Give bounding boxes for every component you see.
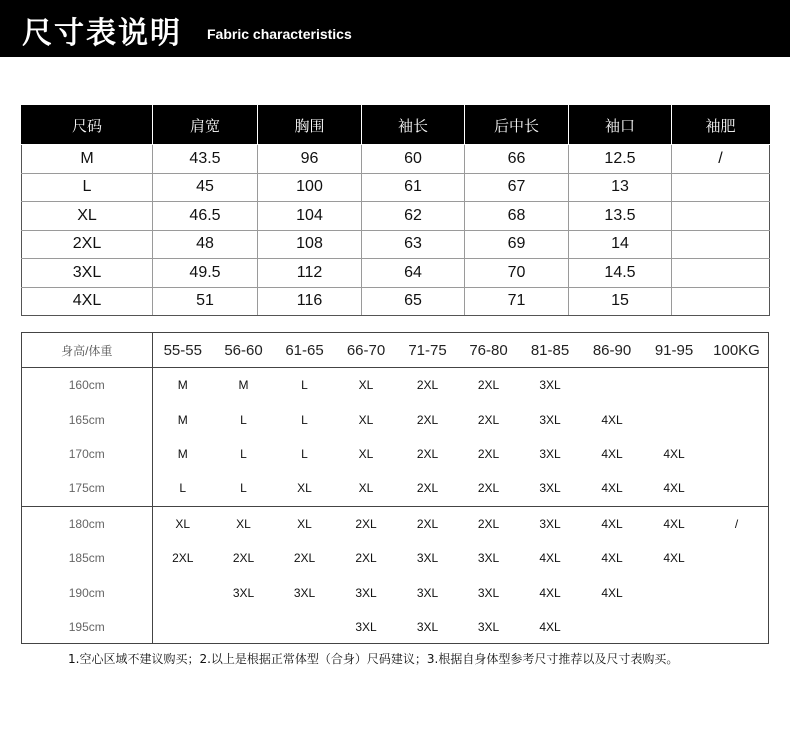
measure-cell: 14 [569,230,672,259]
recommend-row [22,575,768,609]
measure-cell: 51 [153,287,258,316]
measure-cell: 67 [465,173,569,202]
recommend-size-cell [705,437,768,471]
measure-cell: 14.5 [569,259,672,288]
page-subtitle: Fabric characteristics [207,26,352,42]
recommend-size-cell: 3XL [477,619,500,634]
measure-cell: 48 [153,230,258,259]
recommend-size-cell: 2XL [172,551,194,566]
weight-header: 100KG [705,333,768,368]
height-weight-label: 身高/体重 [22,333,152,368]
measure-cell: 108 [258,230,362,259]
recommend-size-cell: M [177,378,188,393]
size-label-cell: L [22,173,153,202]
measure-cell: 64 [362,259,465,288]
measure-cell [672,173,770,202]
recommend-size-cell: L [301,412,308,427]
measure-cell: 104 [258,202,362,231]
weight-header: 91-95 [643,333,705,368]
recommend-size-cell [643,402,705,436]
recommend-size-cell [705,368,768,403]
recommend-size-cell: 4XL [663,516,685,531]
recommend-size-cell: XL [236,516,251,531]
measure-cell: 60 [362,145,465,174]
size-label-cell: 4XL [22,287,153,316]
size-table-header [22,106,770,145]
measure-cell: 116 [258,287,362,316]
recommend-size-cell: 3XL [539,378,561,393]
recommend-size-cell: 2XL [232,551,255,566]
recommend-size-cell [705,402,768,436]
recommend-size-cell: 3XL [477,551,500,566]
measure-cell: 46.5 [153,202,258,231]
size-label-cell: XL [22,202,153,231]
recommend-size-cell: 3XL [355,619,377,634]
height-label: 170cm [22,437,152,471]
measure-cell: 96 [258,145,362,174]
recommend-size-cell: L [301,446,308,461]
recommend-size-cell: 4XL [663,551,685,566]
recommend-size-cell: 2XL [477,412,500,427]
column-header: 肩宽 [153,106,258,145]
height-label: 165cm [22,402,152,436]
table-row [22,287,770,316]
measure-cell: 13.5 [569,202,672,231]
measure-cell: / [672,145,770,174]
recommend-size-cell: 3XL [232,585,255,600]
weight-header: 71-75 [397,333,458,368]
recommend-size-cell: 2XL [355,516,377,531]
recommend-size-cell: XL [335,471,397,506]
table-row [22,173,770,202]
recommend-size-cell: 3XL [416,551,439,566]
page-title: 尺寸表说明 [22,16,182,51]
recommend-size-cell: 3XL [477,585,500,600]
recommend-size-cell: 2XL [416,412,439,427]
recommend-size-cell: 3XL [539,446,561,461]
recommend-size-cell: 2XL [416,446,439,461]
recommend-size-cell: L [301,378,308,393]
measure-cell: 112 [258,259,362,288]
recommend-size-cell: 4XL [539,619,561,634]
recommend-size-cell: M [177,412,188,427]
recommend-size-cell: 4XL [539,551,561,566]
recommend-size-cell: 4XL [601,516,623,531]
recommend-size-cell: XL [297,516,312,531]
recommend-row [22,402,768,436]
measure-cell: 68 [465,202,569,231]
recommend-size-cell: 2XL [355,551,377,566]
column-header: 尺码 [22,106,153,145]
recommend-size-cell: XL [274,471,335,506]
recommend-size-cell: / [734,516,739,531]
size-label-cell: 2XL [22,230,153,259]
measure-cell: 61 [362,173,465,202]
recommend-size-cell: 2XL [458,471,519,506]
measure-cell: 66 [465,145,569,174]
recommend-size-cell [643,368,705,403]
recommend-size-cell: L [240,446,247,461]
measure-cell [672,202,770,231]
size-table [21,105,770,316]
recommend-size-cell: XL [358,378,374,393]
recommend-size-cell [705,471,768,506]
table-row [22,145,770,174]
recommend-row [22,368,768,403]
recommend-size-cell: 2XL [293,551,316,566]
recommend-table [22,333,768,644]
recommend-size-cell [581,610,643,644]
table-row [22,202,770,231]
measure-cell: 63 [362,230,465,259]
recommend-size-cell [705,610,768,644]
weight-header: 76-80 [458,333,519,368]
recommend-row [22,506,768,541]
recommend-header-row [22,333,768,368]
header-bar [0,0,790,57]
measure-cell: 45 [153,173,258,202]
recommend-size-cell: XL [358,446,374,461]
weight-header: 81-85 [519,333,581,368]
recommend-size-cell: XL [175,516,191,531]
recommend-size-cell: 4XL [601,446,623,461]
measure-cell: 49.5 [153,259,258,288]
recommend-size-cell: 4XL [643,471,705,506]
recommend-row [22,610,768,644]
recommend-size-cell: 2XL [397,471,458,506]
measure-cell: 69 [465,230,569,259]
recommend-size-cell: 2XL [416,516,439,531]
size-label-cell: M [22,145,153,174]
weight-header: 55-55 [152,333,213,368]
footnote: 1.空心区域不建议购买；2.以上是根据正常体型（合身）尺码建议；3.根据自身体型参考尺寸推荐以及尺寸表购买。 [68,652,679,666]
recommend-size-cell: 4XL [539,585,561,600]
recommend-size-cell [213,610,274,644]
recommend-size-cell [643,575,705,609]
column-header: 袖肥 [672,106,770,145]
measure-cell [672,230,770,259]
recommend-size-cell: L [152,471,213,506]
table-row [22,259,770,288]
recommend-row [22,541,768,575]
height-label: 175cm [22,471,152,506]
column-header: 后中长 [465,106,569,145]
recommend-row [22,437,768,471]
recommend-size-cell: 3XL [539,412,561,427]
recommend-table-frame [21,332,769,644]
measure-cell: 15 [569,287,672,316]
recommend-size-cell [152,610,213,644]
measure-cell [672,259,770,288]
recommend-size-cell: 3XL [519,471,581,506]
size-label-cell: 3XL [22,259,153,288]
weight-header: 61-65 [274,333,335,368]
recommend-size-cell [705,541,768,575]
height-label: 195cm [22,610,152,644]
recommend-size-cell: 3XL [355,585,377,600]
weight-header: 66-70 [335,333,397,368]
measure-cell: 12.5 [569,145,672,174]
recommend-size-cell: 2XL [477,378,500,393]
recommend-size-cell: 4XL [581,471,643,506]
weight-header: 56-60 [213,333,274,368]
measure-cell: 70 [465,259,569,288]
recommend-size-cell: 2XL [477,516,500,531]
recommend-size-cell: 4XL [601,551,623,566]
recommend-size-cell [274,610,335,644]
recommend-size-cell: XL [358,412,374,427]
height-label: 180cm [22,506,152,541]
recommend-size-cell: 3XL [539,516,561,531]
height-label: 160cm [22,368,152,403]
recommend-size-cell: 3XL [293,585,316,600]
recommend-size-cell [643,610,705,644]
measure-cell: 43.5 [153,145,258,174]
recommend-size-cell [152,575,213,609]
measure-cell: 62 [362,202,465,231]
recommend-size-cell: 3XL [416,619,439,634]
recommend-size-cell [581,368,643,403]
height-label: 185cm [22,541,152,575]
measure-cell: 100 [258,173,362,202]
height-label: 190cm [22,575,152,609]
recommend-size-cell: 2XL [416,378,439,393]
recommend-size-cell: L [240,412,247,427]
recommend-size-cell: 4XL [663,446,685,461]
recommend-size-cell: 4XL [601,412,623,427]
column-header: 袖长 [362,106,465,145]
measure-cell: 65 [362,287,465,316]
recommend-row [22,471,768,506]
column-header: 袖口 [569,106,672,145]
recommend-size-cell: 3XL [416,585,439,600]
recommend-size-cell: 4XL [601,585,623,600]
measure-cell: 71 [465,287,569,316]
recommend-size-cell: L [213,471,274,506]
recommend-size-cell [705,575,768,609]
measure-cell: 13 [569,173,672,202]
recommend-size-cell: 2XL [477,446,500,461]
recommend-size-cell: M [238,378,249,393]
table-row [22,230,770,259]
measure-cell [672,287,770,316]
recommend-size-cell: M [177,446,188,461]
weight-header: 86-90 [581,333,643,368]
column-header: 胸围 [258,106,362,145]
